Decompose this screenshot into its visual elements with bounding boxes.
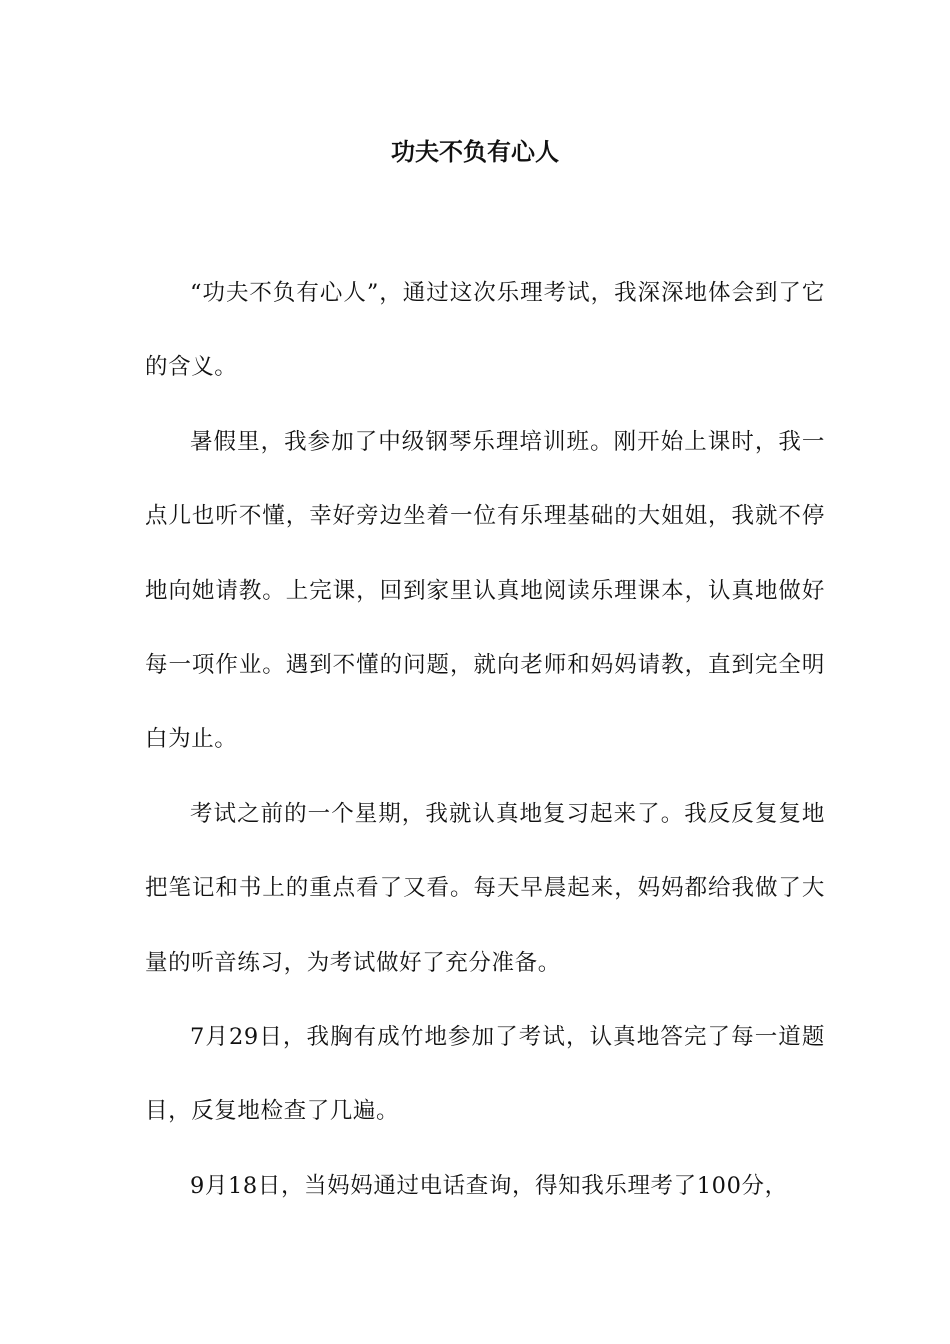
document-title: 功夫不负有心人 [391, 137, 559, 166]
paragraph: 考试之前的一个星期，我就认真地复习起来了。我反反复复地把笔记和书上的重点看了又看。每天早晨起来，妈妈都给我做了大量的听音练习，为考试做好了充分准备。 [145, 800, 825, 976]
paragraph: 9月18日，当妈妈通过电话查询，得知我乐理考了100分， [190, 1172, 788, 1199]
paragraph: 7月29日，我胸有成竹地参加了考试，认真地答完了每一道题目，反复地检查了几遍。 [145, 1024, 825, 1125]
document-body [145, 256, 825, 1223]
paragraph: “功夫不负有心人”，通过这次乐理考试，我深深地体会到了它的含义。 [145, 280, 825, 381]
paragraph: 暑假里，我参加了中级钢琴乐理培训班。刚开始上课时，我一点儿也听不懂，幸好旁边坐着一位有乐理基础的大姐姐，我就不停地向她请教。上完课，回到家里认真地阅读乐理课本，认真地做好每一项作业。遇到不懂的问题，就向老师和妈妈请教，直到完全明白为止。 [145, 428, 825, 753]
